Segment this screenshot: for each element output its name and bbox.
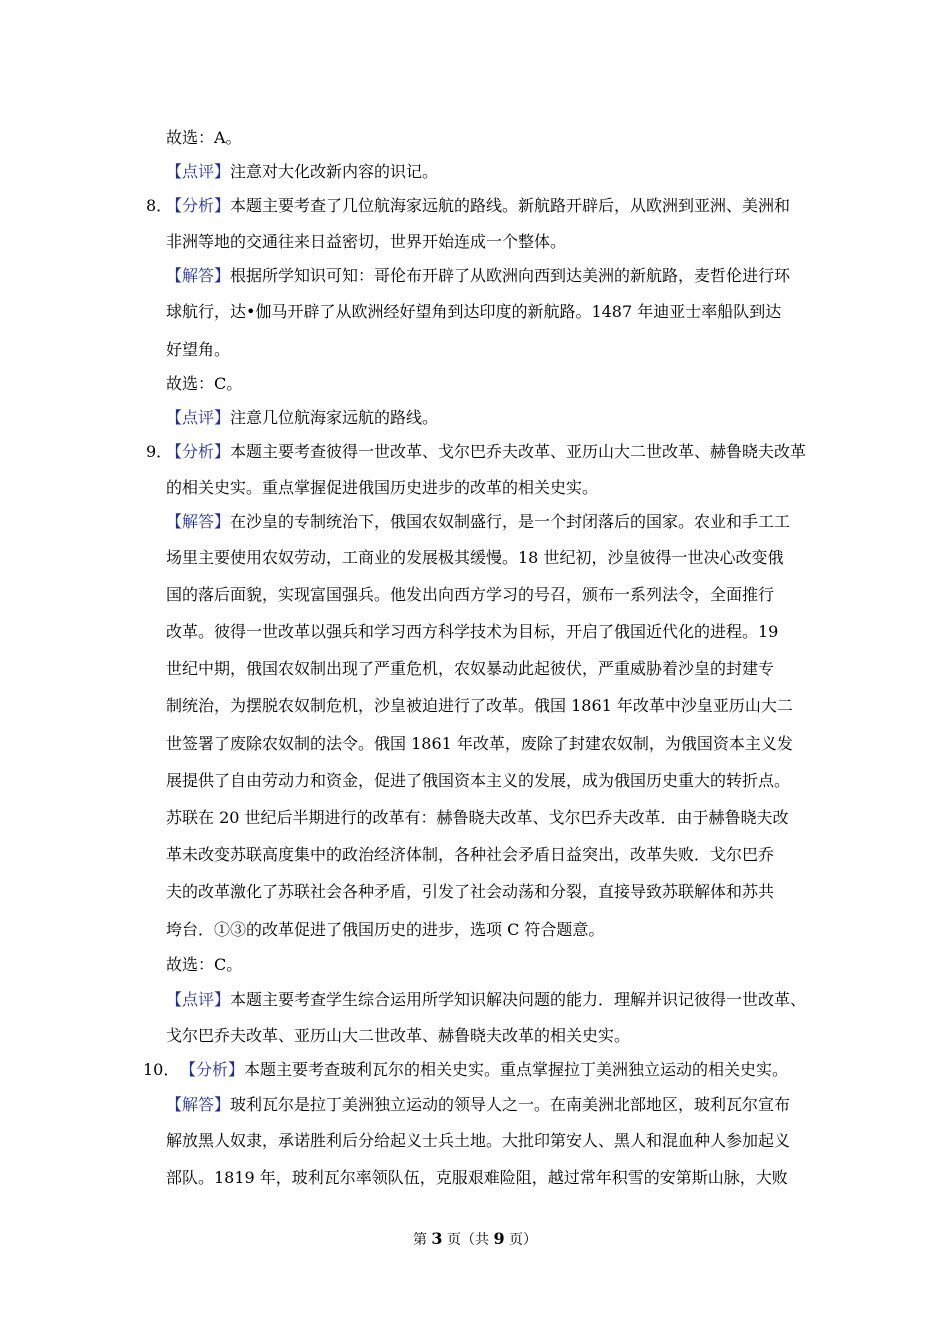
analysis-tag: 【分析】 [180,1060,245,1079]
comment-tag: 【点评】 [166,408,231,427]
q9-answer-5: 世纪中期，俄国农奴制出现了严重危机，农奴暴动此起彼伏，严重威胁着沙皇的封建专 [166,659,775,678]
q9-answer-9: 苏联在 20 世纪后半期进行的改革有：赫鲁晓夫改革、戈尔巴乔夫改革．由于赫鲁晓夫改 [166,808,789,827]
answer-tag: 【解答】 [166,266,231,285]
q9-answer-10: 革未改变苏联高度集中的政治经济体制，各种社会矛盾日益突出，改革失败．戈尔巴乔 [166,845,775,864]
q9-number: 9． [146,442,173,461]
footer-middle: 页（共 [442,1232,494,1248]
footer-prefix: 第 [412,1232,432,1248]
q8-analysis-2: 非洲等地的交通往来日益密切，世界开始连成一个整体。 [166,232,567,251]
q8-comment: 注意几位航海家远航的路线。 [230,408,439,427]
q10-answer-line [166,1095,790,1115]
q9-comment-2: 戈尔巴乔夫改革、亚历山大二世改革、赫鲁晓夫改革的相关史实。 [166,1026,631,1045]
q9-answer-12: 垮台．①③的改革促进了俄国历史的进步，选项 C 符合题意。 [166,920,605,939]
comment-tag: 【点评】 [166,990,231,1009]
q7-choice: 故选：A。 [166,128,242,147]
analysis-tag: 【分析】 [166,442,231,461]
q8-analysis-line [166,196,790,216]
q8-analysis-1: 本题主要考查了几位航海家远航的路线。新航路开辟后，从欧洲到亚洲、美洲和 [230,196,791,215]
q8-answer-3: 好望角。 [166,340,231,359]
q7-comment-line [166,162,438,182]
q9-analysis-1: 本题主要考查彼得一世改革、戈尔巴乔夫改革、亚历山大二世改革、赫鲁晓夫改革 [230,442,807,461]
q9-answer-6: 制统治，为摆脱农奴制危机，沙皇被迫进行了改革。俄国 1861 年改革中沙皇亚历山大二 [166,696,793,715]
q10-answer-1: 玻利瓦尔是拉丁美洲独立运动的领导人之一。在南美洲北部地区，玻利瓦尔宣布 [230,1095,791,1114]
q9-answer-7: 世签署了废除农奴制的法令。俄国 1861 年改革，废除了封建农奴制，为俄国资本主义发 [166,734,793,753]
q10-analysis-line [180,1060,788,1080]
q9-comment-1: 本题主要考查学生综合运用所学知识解决问题的能力．理解并识记彼得一世改革、 [230,990,807,1009]
q8-answer-line [166,266,790,286]
q9-answer-2: 场里主要使用农奴劳动，工商业的发展极其缓慢。18 世纪初，沙皇彼得一世决心改变俄 [166,548,784,567]
q9-analysis-2: 的相关史实。重点掌握促进俄国历史进步的改革的相关史实。 [166,478,599,497]
q9-answer-8: 展提供了自由劳动力和资金，促进了俄国资本主义的发展，成为俄国历史重大的转折点。 [166,771,791,790]
q8-number: 8． [146,196,173,215]
q8-choice: 故选：C。 [166,374,243,393]
q9-analysis-line [166,442,806,462]
comment-tag: 【点评】 [166,162,231,181]
q10-answer-3: 部队。1819 年，玻利瓦尔率领队伍，克服艰难险阻，越过常年积雪的安第斯山脉，大败 [166,1168,788,1187]
footer-suffix: 页） [504,1232,538,1248]
page-footer [0,1230,950,1249]
q9-answer-11: 夫的改革激化了苏联社会各种矛盾，引发了社会动荡和分裂，直接导致苏联解体和苏共 [166,882,775,901]
q10-analysis-1: 本题主要考查玻利瓦尔的相关史实。重点掌握拉丁美洲独立运动的相关史实。 [244,1060,789,1079]
q8-answer-1: 根据所学知识可知：哥伦布开辟了从欧洲向西到达美洲的新航路，麦哲伦进行环 [230,266,791,285]
answer-tag: 【解答】 [166,512,231,531]
q9-answer-1: 在沙皇的专制统治下，俄国农奴制盛行，是一个封闭落后的国家。农业和手工工 [230,512,791,531]
q10-answer-2: 解放黑人奴隶，承诺胜利后分给起义士兵土地。大批印第安人、黑人和混血种人参加起义 [166,1131,791,1150]
q9-answer-4: 改革。彼得一世改革以强兵和学习西方科学技术为目标，开启了俄国近代化的进程。19 [166,622,779,641]
answer-tag: 【解答】 [166,1095,231,1114]
q7-comment: 注意对大化改新内容的识记。 [230,162,439,181]
q9-answer-line [166,512,790,532]
q8-comment-line [166,408,438,428]
q10-number: 10． [143,1060,180,1079]
q8-answer-2: 球航行，达•伽马开辟了从欧洲经好望角到达印度的新航路。1487 年迪亚士率船队到达 [166,302,782,321]
q9-comment-line [166,990,806,1010]
q9-choice: 故选：C。 [166,955,243,974]
analysis-tag: 【分析】 [166,196,231,215]
footer-page-number: 3 [431,1229,443,1248]
q9-answer-3: 国的落后面貌，实现富国强兵。他发出向西方学习的号召，颁布一系列法令，全面推行 [166,585,775,604]
footer-total-pages: 9 [493,1229,505,1248]
